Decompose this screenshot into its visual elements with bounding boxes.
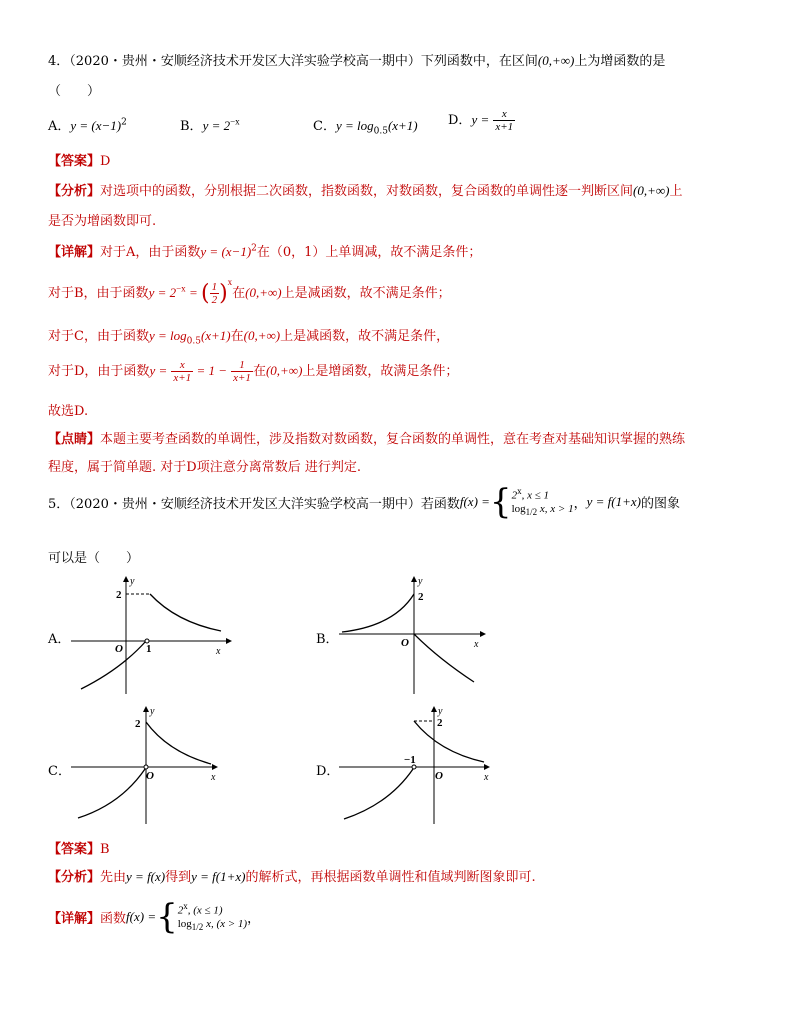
q4-stem [48, 50, 665, 69]
q5-detail-case2-log: log [177, 917, 192, 930]
q4-choose: 故选D. [48, 404, 89, 419]
q4-detail-a [48, 241, 481, 260]
q5-detail-tag: 【详解】 [48, 911, 101, 927]
q5-analysis-f2: y = f(1+x) [191, 869, 246, 884]
graph-a-y-arrow [123, 576, 129, 582]
q5-case1-base: 2 [511, 489, 518, 502]
graph-b-x-label: x [474, 639, 479, 650]
q4-detail-c-interval: (0,+∞) [243, 328, 281, 343]
graph-c-x-arrow [212, 764, 218, 770]
q4-option-d-fraction [493, 108, 515, 133]
q5-detail-case1-base: 2 [177, 904, 184, 917]
q5-detail-piecewise [178, 900, 247, 934]
graph-b-tick-2: 2 [418, 591, 424, 603]
graph-c-origin: O [146, 770, 154, 782]
q4-option-a-exp: 2 [121, 117, 127, 128]
q4-detail-b-fraction [210, 281, 220, 306]
q4-comment-line2: 程度，属于简单题. 对于D项注意分离常数后 进行判定. [48, 460, 361, 475]
graph-c-curve-right [146, 722, 211, 764]
graph-d-x-arrow [484, 764, 490, 770]
q4-detail-d-num2: 1 [231, 359, 253, 372]
q4-option-b-label: B． [180, 119, 203, 134]
q4-comment [48, 428, 685, 447]
q5-analysis-text2: 得到 [165, 870, 192, 885]
q4-stem-end: 上为增函数的是 [574, 54, 666, 69]
q4-detail-d [48, 359, 458, 384]
q4-stem-text: 4．（2020・贵州・安顺经济技术开发区大洋实验学校高一期中）下列函数中，在区间 [48, 54, 538, 69]
q5-analysis-tag: 【分析】 [48, 870, 101, 885]
q4-option-b [180, 115, 240, 134]
q4-analysis [48, 180, 683, 199]
q4-detail-a-exp: 2 [251, 243, 257, 254]
q5-g-function: y = f(1+x) [586, 494, 641, 509]
graph-b-x-arrow [480, 631, 486, 637]
q4-paren: （ ） [48, 84, 101, 99]
q4-answer-tag: 【答案】 [48, 154, 101, 169]
q4-option-c-base: 0.5 [373, 126, 388, 137]
graph-d-tick-neg1: −1 [404, 754, 416, 766]
q5-option-c-label: C． [48, 764, 71, 779]
q4-detail-b-interval: (0,+∞) [245, 285, 282, 300]
graph-c-tick-2: 2 [135, 718, 141, 730]
q4-detail-d-den2: x+1 [233, 372, 251, 384]
q4-option-d-label: D． [448, 113, 472, 128]
q4-answer-value: D [100, 154, 111, 169]
q4-detail-b [48, 277, 451, 306]
q4-option-b-formula: y = 2 [202, 118, 231, 133]
graph-a-tick-1: 1 [146, 643, 152, 655]
q5-detail-case2-base: 1/2 [191, 921, 204, 932]
q4-option-a-formula: y = (x−1) [70, 118, 122, 133]
q4-detail-b-eq: = [185, 285, 201, 300]
q4-interval: (0,+∞) [537, 53, 575, 68]
q4-detail-d-eq: = 1 − [193, 363, 227, 378]
q5-stem [48, 482, 680, 522]
q5-case1-exp: x [517, 486, 522, 497]
q4-analysis-line2: 是否为增函数即可. [48, 214, 157, 229]
q4-option-c-arg: (x+1) [387, 118, 418, 133]
graph-b-y-label: y [418, 576, 423, 587]
q4-detail-b-num: 1 [211, 281, 218, 293]
graph-d-origin: O [435, 770, 443, 782]
q5-brace: { [489, 482, 512, 522]
graph-c-y-label: y [150, 706, 155, 717]
q5-case1 [512, 485, 574, 503]
q4-option-c-label: C． [313, 119, 336, 134]
q5-analysis-f1: y = f(x) [126, 869, 166, 884]
q4-detail-d-formula: y = [149, 363, 168, 378]
q4-option-d [448, 108, 515, 133]
q4-comment-tag: 【点睛】 [48, 432, 101, 447]
q4-detail-c-formula: y = log [148, 328, 187, 343]
q4-option-c-formula: y = log [335, 118, 374, 133]
q4-option-a-label: A． [48, 119, 71, 134]
q5-option-d-label: D． [316, 764, 340, 779]
q5-analysis [48, 866, 536, 885]
graph-c [66, 704, 236, 828]
graph-d-curve-right [414, 721, 484, 762]
q5-detail-case1-exp: x [183, 901, 188, 912]
q4-option-d-formula: y = [471, 112, 490, 127]
graph-d-curve-left [344, 769, 413, 819]
q4-detail-d-num: x [171, 359, 193, 372]
q4-detail-d-fraction [171, 359, 193, 384]
graph-c-point [144, 765, 148, 769]
q4-analysis-tag: 【分析】 [48, 184, 101, 199]
q4-detail-c-text2: 在 [230, 329, 244, 344]
q5-detail-case1 [178, 900, 247, 918]
q4-detail-c-base: 0.5 [186, 336, 201, 347]
graph-a-origin: O [115, 643, 123, 655]
q4-detail-b-exp2: x [227, 277, 233, 287]
graph-b-curve-right [414, 634, 474, 682]
q5-detail-case2 [178, 918, 247, 934]
q4-detail-c [48, 325, 449, 347]
q4-answer [48, 150, 110, 169]
q4-detail-b-exp: −x [176, 283, 186, 294]
graph-a-x-arrow [226, 638, 232, 644]
q5-detail [48, 897, 261, 937]
q4-detail-tag: 【详解】 [48, 245, 101, 260]
q4-detail-b-formula: y = 2 [148, 285, 177, 300]
q4-detail-b-den: 2 [211, 294, 218, 306]
graph-d-y-arrow [431, 706, 437, 712]
q5-piecewise [512, 485, 574, 519]
q5-detail-text: 函数 [100, 911, 127, 927]
q5-detail-brace: { [156, 897, 178, 937]
q4-detail-a-text: 对于A，由于函数 [100, 245, 201, 260]
q5-detail-end: ， [247, 911, 261, 927]
graph-a-curve-left [81, 641, 146, 689]
q5-case2-log: log [511, 502, 526, 515]
q4-detail-d-interval: (0,+∞) [265, 363, 303, 378]
q4-detail-a-text2: 在（0，1）上单调减，故不满足条件； [256, 245, 482, 260]
q4-detail-b-text2: 在 [232, 286, 246, 301]
graph-d-y-label: y [438, 706, 443, 717]
q5-case2 [512, 503, 574, 519]
q5-option-b-label: B． [316, 632, 339, 647]
q5-case1-cond: , x ≤ 1 [521, 489, 549, 502]
graph-b-y-arrow [411, 576, 417, 582]
q5-answer-value: B [100, 842, 110, 857]
graph-d-x-label: x [484, 772, 489, 783]
q4-comment-text: 本题主要考查函数的单调性，涉及指数对数函数，复合函数的单调性，意在考查对基础知识掌握的熟练 [100, 432, 686, 447]
graph-a-tick-2: 2 [116, 589, 122, 601]
q4-detail-b-text: 对于B，由于函数 [48, 286, 149, 301]
graph-b-curve-left [342, 594, 414, 632]
q4-option-c [313, 115, 418, 137]
q4-analysis-interval: (0,+∞) [633, 183, 670, 198]
graph-d-tick-2: 2 [437, 717, 443, 729]
q5-case2-cond: x, x > 1 [537, 502, 574, 515]
graph-a-y-label: y [130, 576, 135, 587]
graph-a [66, 574, 236, 698]
q5-analysis-text1: 先由 [100, 870, 127, 885]
q4-detail-b-rparen: ) [219, 281, 228, 306]
q5-analysis-text3: 的解析式，再根据函数单调性和值域判断图象即可. [245, 870, 536, 885]
q5-case2-base: 1/2 [525, 506, 538, 517]
q5-detail-function: f(x) = [126, 909, 157, 924]
q4-detail-d-den: x+1 [173, 372, 192, 384]
graph-a-curve-right [150, 594, 221, 631]
q4-detail-d-text2: 在 [252, 364, 266, 379]
q5-answer [48, 838, 110, 857]
q5-detail-case1-cond: , (x ≤ 1) [187, 904, 223, 917]
q5-detail-case2-cond: x, (x > 1) [203, 917, 248, 930]
q5-stem-text: 5．（2020・贵州・安顺经济技术开发区大洋实验学校高一期中）若函数 [48, 496, 460, 512]
q5-function: f(x) = [459, 494, 490, 509]
q5-stem-end: 的图象 [640, 496, 680, 512]
q4-detail-d-text: 对于D，由于函数 [48, 364, 150, 379]
q5-stem-line2: 可以是（ ） [48, 551, 140, 566]
graph-b-origin: O [401, 637, 409, 649]
q4-analysis-text: 对选项中的函数，分别根据二次函数，指数函数，对数函数，复合函数的单调性逐一判断区间 [100, 184, 634, 199]
q5-answer-tag: 【答案】 [48, 842, 101, 857]
q4-detail-c-text3: 上是减函数，故不满足条件， [280, 329, 450, 344]
graph-a-x-label: x [216, 646, 221, 657]
q5-option-a-label: A． [48, 632, 71, 647]
q4-detail-d-text3: 上是增函数，故满足条件； [302, 364, 459, 379]
q4-detail-b-text3: 上是减函数，故不满足条件； [281, 286, 451, 301]
q4-detail-a-formula: y = (x−1) [200, 244, 252, 259]
q4-option-a [48, 115, 127, 134]
graph-c-y-arrow [143, 706, 149, 712]
q4-option-d-den: x+1 [495, 121, 514, 133]
graph-c-x-label: x [211, 772, 216, 783]
q5-stem-mid: ， [573, 496, 587, 512]
q4-option-b-exp: −x [230, 116, 240, 127]
q4-analysis-end: 上 [669, 184, 683, 199]
graph-c-curve-left [78, 769, 145, 818]
graph-b [334, 574, 504, 698]
q4-detail-b-lparen: ( [200, 281, 210, 306]
q4-option-d-num: x [493, 108, 515, 121]
q4-detail-d-fraction2 [231, 359, 253, 384]
q4-detail-c-text: 对于C，由于函数 [48, 329, 149, 344]
graph-d [334, 704, 504, 828]
q4-detail-c-arg: (x+1) [200, 328, 231, 343]
